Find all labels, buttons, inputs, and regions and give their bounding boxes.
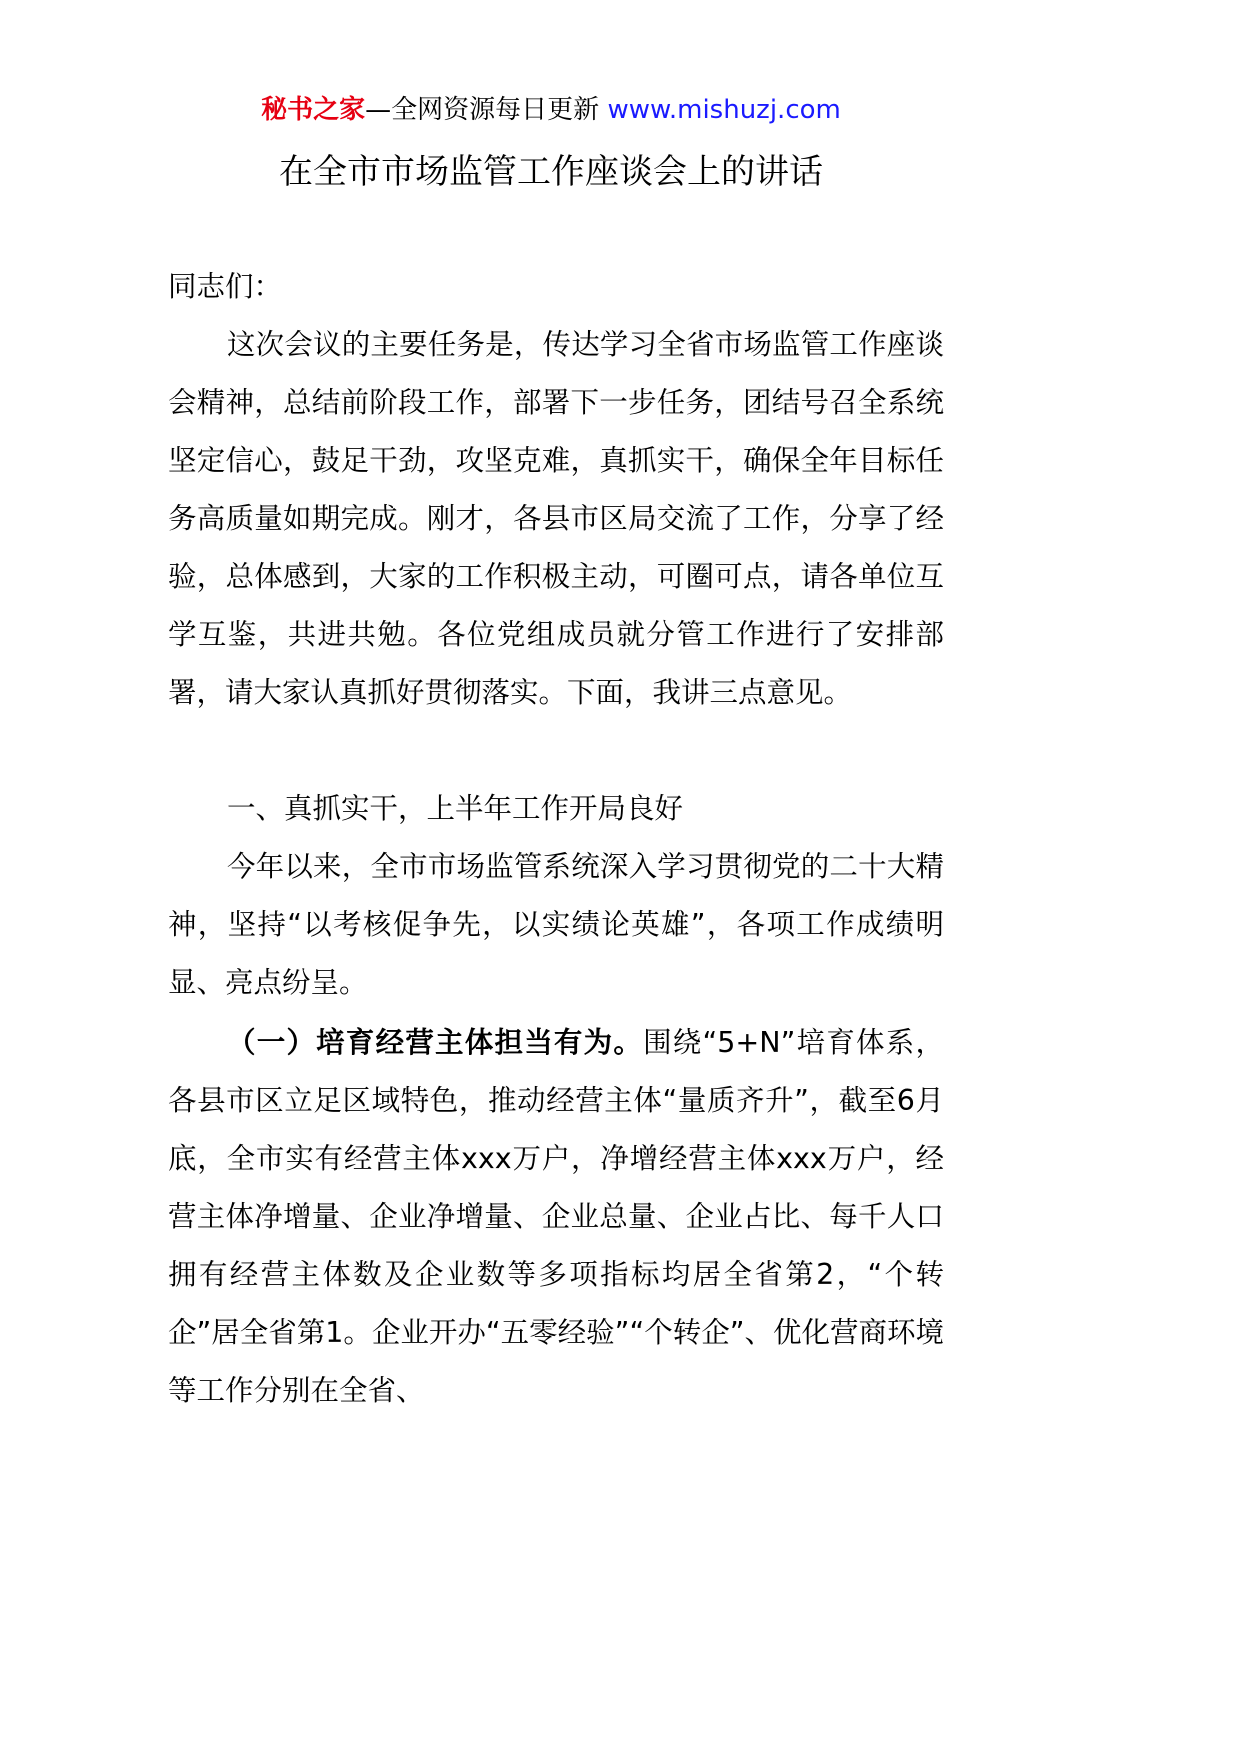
section-1-paragraph: 今年以来，全市市场监管系统深入学习贯彻党的二十大精神，坚持“以考核促争先，以实绩论英雄”，各项工作成绩明显、亮点纷呈。 — [168, 850, 944, 999]
item-1-body: 围绕“5+N”培育体系，各县市区立足区域特色，推动经营主体“量质齐升”，截至6月底，全市实有经营主体xxx万户，净增经营主体xxx万户，经营主体净增量、企业净增量、企业总量、企业占比、每千人口拥有经营主体数及企业数等多项指标均居全省第2，“个转企”居全省第1。企业开办“五零经验”“个转企”、优化营商环境等工作分别在全省、 — [168, 1026, 944, 1407]
intro-paragraph: 这次会议的主要任务是，传达学习全省市场监管工作座谈会精神，总结前阶段工作，部署下一步任务，团结号召全系统坚定信心，鼓足干劲，攻坚克难，真抓实干，确保全年目标任务高质量如期完成。刚才，各县市区局交流了工作，分享了经验，总体感到，大家的工作积极主动，可圈可点，请各单位互学互鉴，共进共勉。各位党组成员就分管工作进行了安排部署，请大家认真抓好贯彻落实。下面，我讲三点意见。 — [168, 328, 944, 709]
banner-brand: 秘书之家 — [261, 95, 366, 125]
document-title: 在全市市场监管工作座谈会上的讲话 — [279, 152, 823, 192]
salutation: 同志们： — [168, 270, 283, 303]
site-banner — [0, 90, 1102, 130]
item-1-paragraph — [168, 1014, 944, 1420]
banner-tagline: —全网资源每日更新 — [365, 95, 600, 125]
section-heading-1: 一、真抓实干，上半年工作开局良好 — [227, 792, 684, 825]
banner-url[interactable]: www.mishuzj.com — [607, 95, 841, 125]
item-1-lead: （一）培育经营主体担当有为。 — [227, 1026, 644, 1059]
